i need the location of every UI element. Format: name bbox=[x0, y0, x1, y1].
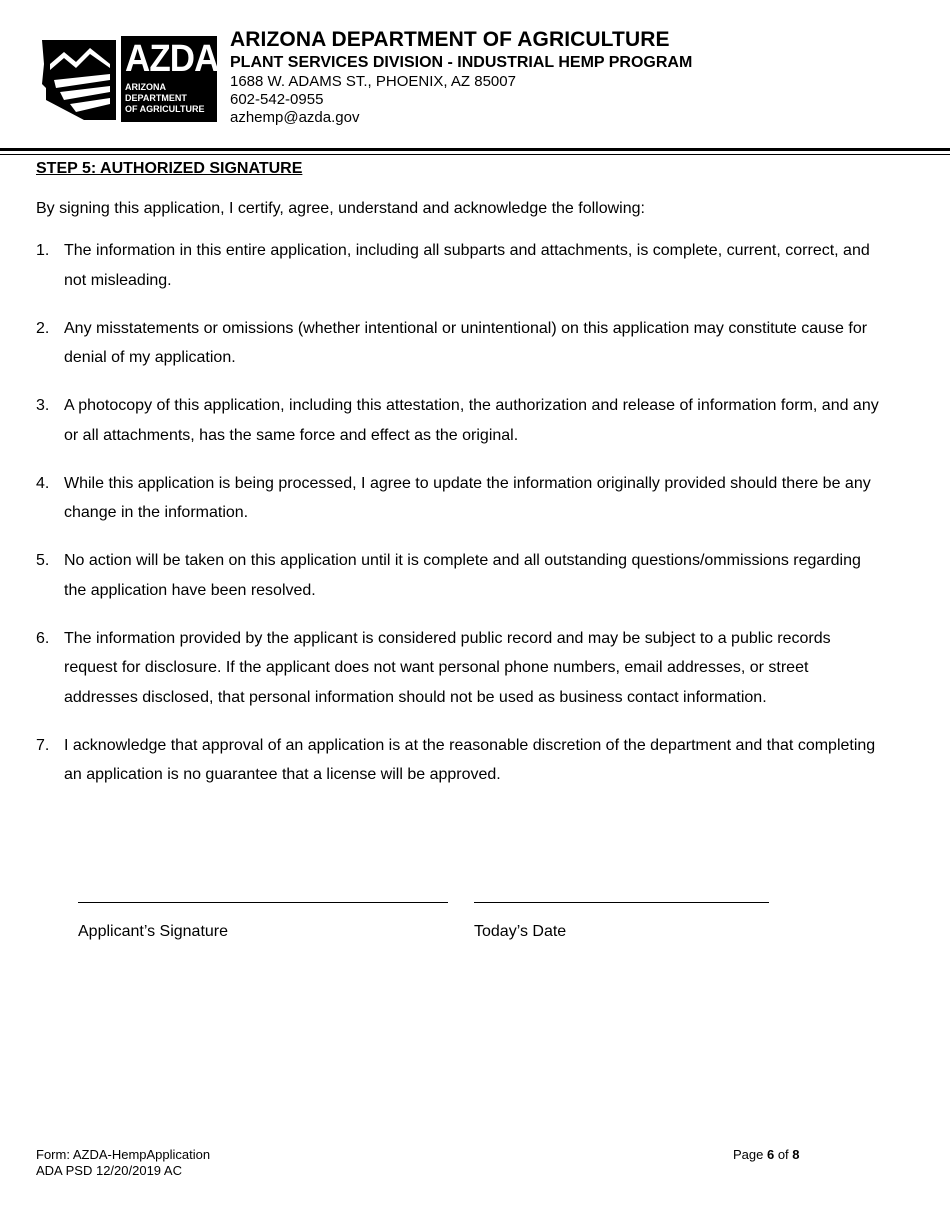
list-item-number: 1. bbox=[36, 242, 50, 259]
list-item-text: The information in this entire application, including all subparts and attachments, is complete, current, correct, and not misleading. bbox=[64, 242, 870, 289]
form-revision: ADA PSD 12/20/2019 AC bbox=[36, 1163, 182, 1178]
list-item-number: 7. bbox=[36, 736, 50, 754]
main-content bbox=[36, 158, 886, 808]
list-item bbox=[36, 391, 886, 450]
acknowledgement-list bbox=[36, 236, 886, 790]
date-line[interactable] bbox=[474, 902, 769, 903]
list-item-number: 4. bbox=[36, 474, 50, 492]
page-header bbox=[0, 0, 950, 150]
email: azhemp@azda.gov bbox=[230, 109, 360, 126]
intro-text: By signing this application, I certify, agree, understand and acknowledge the following: bbox=[36, 200, 645, 217]
header-divider-thick bbox=[0, 148, 950, 151]
page-total: 8 bbox=[792, 1147, 800, 1162]
applicant-signature-label: Applicant’s Signature bbox=[78, 923, 229, 940]
logo-subtext-3: OF AGRICULTURE bbox=[125, 104, 205, 114]
list-item-number: 5. bbox=[36, 552, 50, 569]
list-item-number: 6. bbox=[36, 629, 50, 647]
address: 1688 W. ADAMS ST., PHOENIX, AZ 85007 bbox=[230, 73, 516, 90]
department-name: ARIZONA DEPARTMENT OF AGRICULTURE bbox=[230, 28, 670, 51]
list-item bbox=[36, 236, 886, 295]
page-of: of bbox=[774, 1147, 793, 1162]
list-item-text: No action will be taken on this application until it is complete and all outstanding questions/ommissions regarding the application have been resolved. bbox=[64, 552, 861, 599]
step-title: STEP 5: AUTHORIZED SIGNATURE bbox=[36, 160, 303, 177]
list-item-number: 2. bbox=[36, 319, 50, 337]
header-divider-thin bbox=[0, 154, 950, 155]
list-item bbox=[36, 469, 886, 528]
header-text bbox=[230, 27, 692, 127]
date-label: Today’s Date bbox=[474, 923, 567, 940]
signature-block bbox=[0, 880, 950, 960]
list-item bbox=[36, 314, 886, 373]
form-name: Form: AZDA-HempApplication bbox=[36, 1147, 211, 1162]
list-item-number: 3. bbox=[36, 397, 50, 414]
page-current: 6 bbox=[766, 1147, 775, 1162]
list-item bbox=[36, 546, 886, 605]
footer-form-info bbox=[36, 1147, 210, 1179]
logo-wordmark: AZDA bbox=[125, 38, 219, 80]
applicant-signature-line[interactable] bbox=[78, 902, 448, 903]
logo-subtext-2: DEPARTMENT bbox=[125, 93, 187, 103]
list-item-text: While this application is being processed, I agree to update the information originally provided should there be any change in the information. bbox=[64, 474, 871, 521]
list-item-text: Any misstatements or omissions (whether intentional or unintentional) on this application may constitute cause for denial of my application. bbox=[64, 319, 868, 366]
phone: 602-542-0955 bbox=[230, 91, 324, 108]
list-item bbox=[36, 624, 886, 713]
list-item bbox=[36, 731, 886, 790]
page-number bbox=[733, 1147, 800, 1163]
division-name: PLANT SERVICES DIVISION - INDUSTRIAL HEMP PROGRAM bbox=[230, 54, 693, 71]
page-prefix: Page bbox=[733, 1147, 767, 1162]
list-item-text: The information provided by the applicant is considered public record and may be subject to a public records request for disclosure. If the applicant does not want personal phone numbers, email addresses, or street addresses disclosed, that personal information should not be used as business contact information. bbox=[64, 629, 831, 706]
list-item-text: A photocopy of this application, including this attestation, the authorization and release of information form, and any or all attachments, has the same force and effect as the original. bbox=[64, 397, 879, 444]
logo-subtext-1: ARIZONA bbox=[125, 82, 166, 92]
azda-logo bbox=[40, 34, 218, 124]
list-item-text: I acknowledge that approval of an application is at the reasonable discretion of the department and that completing an application is no guarantee that a license will be approved. bbox=[64, 736, 876, 783]
